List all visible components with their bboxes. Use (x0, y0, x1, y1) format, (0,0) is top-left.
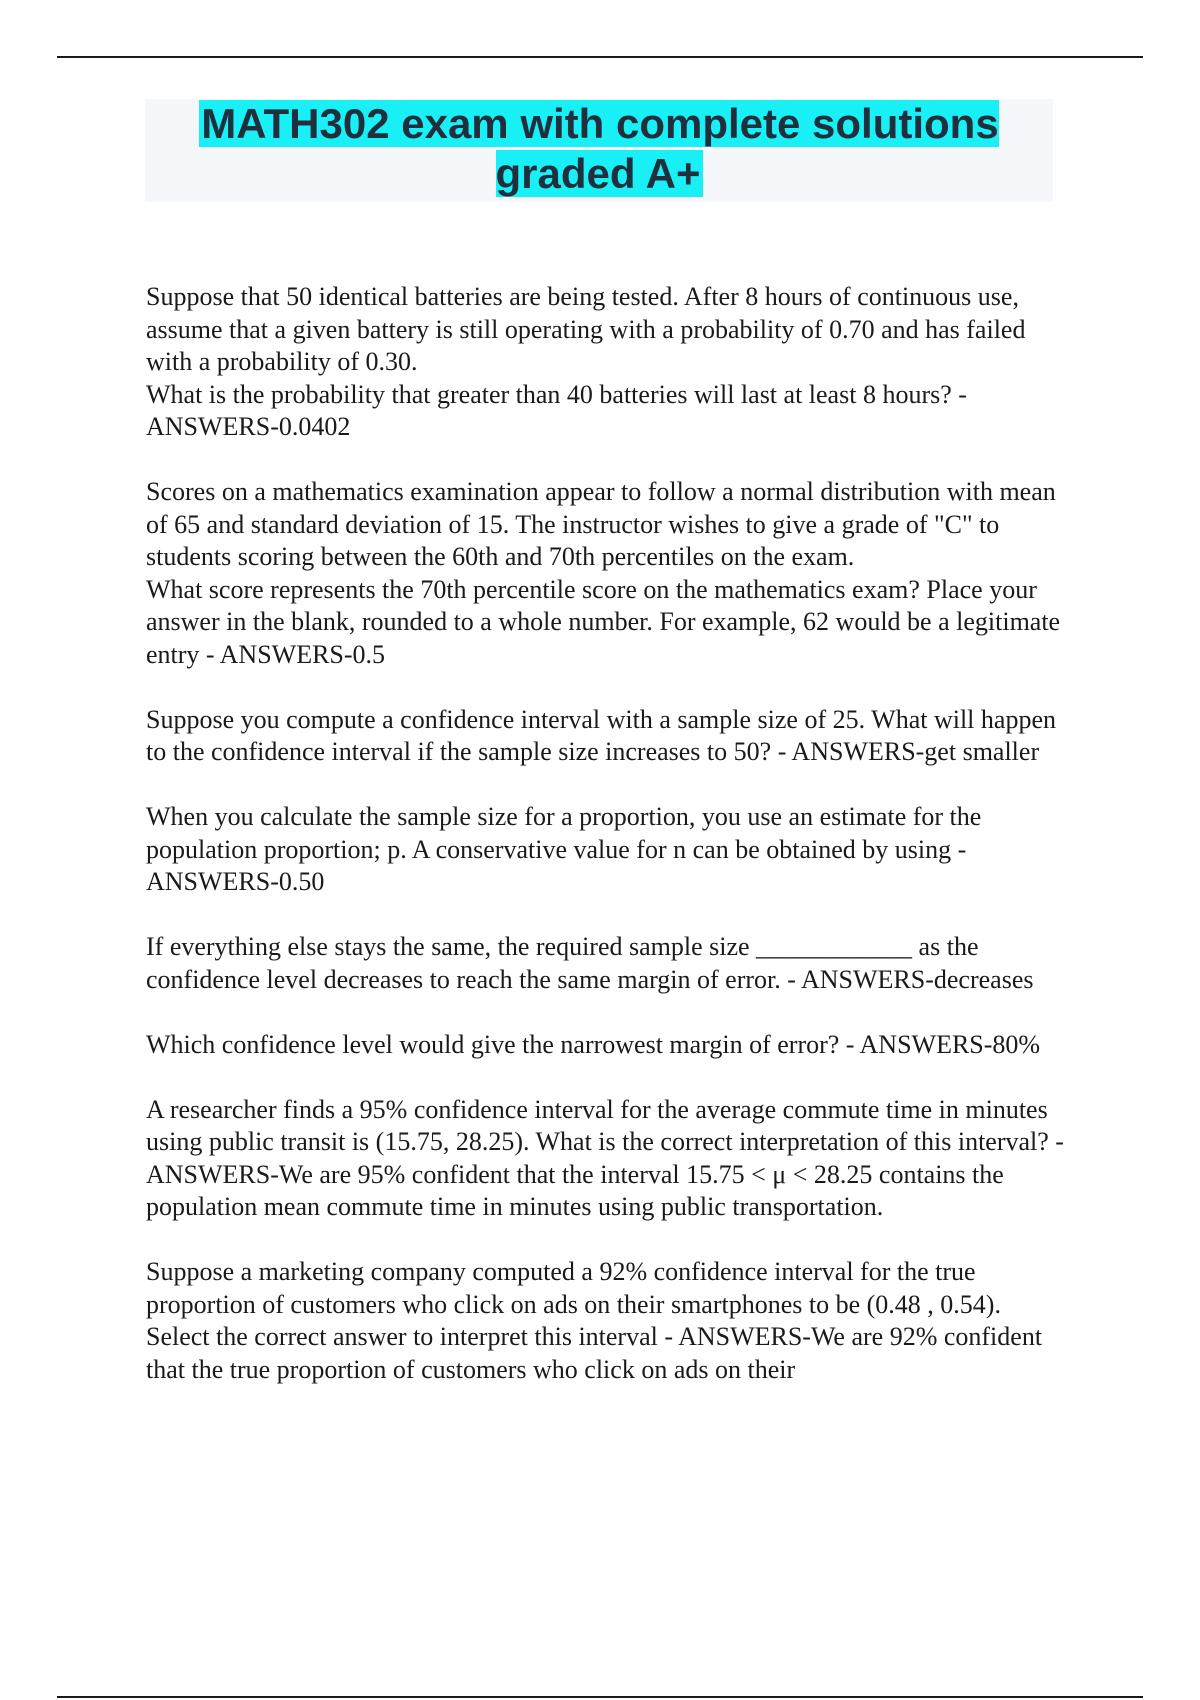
title-banner (145, 99, 1053, 202)
qa-item-1 (146, 281, 1066, 444)
bottom-rule (57, 1696, 1143, 1698)
qa-text: When you calculate the sample size for a proportion, you use an estimate for the population proportion; p. A conservative value for n can be obtained by using - ANSWERS-0.50 (146, 802, 982, 896)
qa-text: If everything else stays the same, the required sample size ____________ as the confidence level decreases to reach the same margin of error. - ANSWERS-decreases (146, 932, 1034, 994)
qa-text: Suppose that 50 identical batteries are being tested. After 8 hours of continuous use, assume that a given battery is still operating with a probability of 0.70 and has failed with a probability of 0.30. What is the probability that greater than 40 batteries will last at least 8 hours? - ANSWERS-0.0402 (146, 282, 1026, 441)
qa-item-2 (146, 476, 1066, 671)
qa-item-8 (146, 1256, 1066, 1386)
qa-list (146, 281, 1066, 1386)
qa-text: A researcher finds a 95% confidence interval for the average commute time in minutes using public transit is (15.75, 28.25). What is the correct interpretation of this interval? - ANSWERS-We are 95% confident that the interval 15.75 < μ < 28.25 contains the population mean commute time in minutes using public transportation. (146, 1094, 1064, 1221)
qa-text: Which confidence level would give the narrowest margin of error? - ANSWERS-80% (146, 1029, 1041, 1059)
qa-text: Scores on a mathematics examination appear to follow a normal distribution with mean of 65 and standard deviation of 15. The instructor wishes to give a grade of "C" to students scoring between the 60th and 70th percentiles on the exam. What score represents the 70th percentile score on the mathematics exam? Place your answer in the blank, rounded to a whole number. For example, 62 would be a legitimate entry - ANSWERS-0.5 (146, 477, 1061, 669)
qa-text: Suppose you compute a confidence interval with a sample size of 25. What will happen to the confidence interval if the sample size increases to 50? - ANSWERS-get smaller (146, 704, 1056, 766)
qa-item-3 (146, 704, 1066, 769)
top-rule (57, 56, 1143, 58)
qa-item-5 (146, 931, 1066, 996)
qa-item-7 (146, 1094, 1066, 1224)
qa-item-6 (146, 1029, 1066, 1062)
page-title: MATH302 exam with complete solutions graded A+ (201, 100, 999, 197)
qa-item-4 (146, 801, 1066, 899)
qa-text: Suppose a marketing company computed a 92% confidence interval for the true proportion of customers who click on ads on their smartphones to be (0.48 , 0.54). Select the correct answer to interpret this interval - ANSWERS-We are 92% confident that the true proportion of customers who click on ads on their (146, 1257, 1043, 1384)
